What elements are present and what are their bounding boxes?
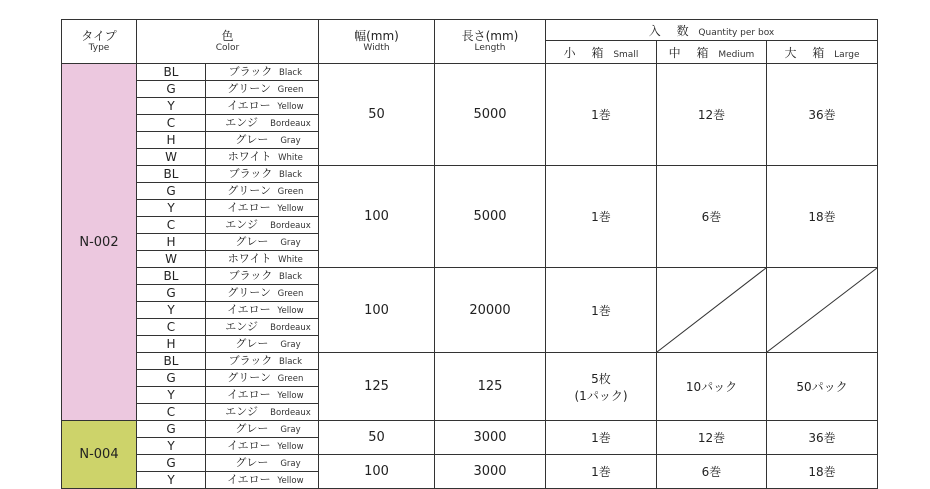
medium-box-not-available	[657, 268, 767, 353]
color-name-jp: ブラック	[228, 167, 273, 180]
color-name	[206, 387, 319, 404]
color-name-jp: グリーン	[227, 184, 272, 197]
header-large-box	[767, 41, 878, 64]
color-name	[206, 404, 319, 421]
small-box-qty	[546, 268, 657, 353]
color-name	[206, 166, 319, 183]
color-code: H	[137, 234, 206, 251]
table-row	[62, 353, 878, 370]
color-name	[206, 200, 319, 217]
color-name	[206, 183, 319, 200]
table-row	[62, 166, 878, 183]
color-code: BL	[137, 64, 206, 81]
table-row	[62, 421, 878, 438]
color-name-jp: エンジ	[225, 116, 259, 129]
header-quantity-en: Quantity per box	[698, 27, 775, 38]
color-name	[206, 115, 319, 132]
header-small-en: Small	[613, 49, 639, 60]
color-name	[206, 438, 319, 455]
large-box-qty: 36巻	[767, 64, 878, 166]
color-name	[206, 353, 319, 370]
color-name	[206, 285, 319, 302]
header-large-en: Large	[834, 49, 860, 60]
color-name-jp: イエロー	[227, 473, 271, 486]
color-name	[206, 319, 319, 336]
diagonal-slash	[657, 268, 766, 352]
small-box-qty-main: 5枚	[591, 371, 611, 386]
color-name	[206, 98, 319, 115]
color-code: BL	[137, 268, 206, 285]
length-value: 125	[435, 353, 546, 421]
small-box-qty-main: 1巻	[591, 465, 611, 479]
color-name	[206, 251, 319, 268]
color-code: Y	[137, 302, 206, 319]
color-name	[206, 149, 319, 166]
color-code: W	[137, 251, 206, 268]
type-cell	[62, 421, 137, 489]
color-name-en: Black	[279, 272, 302, 282]
color-name-en: Gray	[280, 238, 301, 248]
color-code: G	[137, 370, 206, 387]
header-quantity-jp: 入 数	[648, 23, 695, 38]
small-box-qty	[546, 353, 657, 421]
color-name-en: Green	[277, 289, 304, 299]
color-name-en: Yellow	[277, 476, 304, 486]
header-color-jp: 色	[221, 29, 234, 43]
color-name-en: Bordeaux	[270, 119, 311, 129]
header-medium-en: Medium	[718, 49, 755, 60]
color-name-jp: イエロー	[227, 99, 271, 112]
color-name-en: Green	[277, 85, 304, 95]
small-box-qty	[546, 166, 657, 268]
length-value: 3000	[435, 455, 546, 489]
color-name-en: Black	[279, 357, 302, 367]
color-code: G	[137, 285, 206, 302]
color-name-jp: グリーン	[227, 286, 272, 299]
diagonal-slash	[767, 268, 877, 352]
color-name-en: White	[278, 153, 303, 163]
color-name-en: White	[278, 255, 303, 265]
color-name-jp: グレー	[235, 456, 269, 469]
color-name	[206, 81, 319, 98]
color-code: C	[137, 319, 206, 336]
header-medium-box	[657, 41, 767, 64]
color-name-en: Yellow	[277, 306, 304, 316]
color-name	[206, 268, 319, 285]
color-name-jp: グレー	[235, 422, 269, 435]
header-length	[435, 20, 546, 64]
header-length-jp: 長さ(mm)	[461, 29, 519, 43]
color-code: C	[137, 217, 206, 234]
color-name-en: Black	[279, 68, 302, 78]
color-code: BL	[137, 353, 206, 370]
header-small-jp: 小 箱	[563, 45, 610, 60]
color-name-jp: イエロー	[227, 201, 271, 214]
header-color-en: Color	[215, 43, 240, 53]
table-row	[62, 268, 878, 285]
small-box-qty-note: (1パック)	[574, 388, 628, 403]
color-name-en: Black	[279, 170, 302, 180]
color-name-en: Bordeaux	[270, 323, 311, 333]
color-code: C	[137, 404, 206, 421]
large-box-qty: 36巻	[767, 421, 878, 455]
type-label: N-002	[79, 234, 119, 250]
header-color	[137, 20, 319, 64]
color-name-jp: エンジ	[225, 320, 259, 333]
color-name-en: Green	[277, 187, 304, 197]
color-name-jp: ホワイト	[227, 252, 272, 265]
small-box-qty-main: 1巻	[591, 108, 611, 122]
color-name-en: Yellow	[277, 442, 304, 452]
small-box-qty	[546, 64, 657, 166]
width-value: 100	[319, 166, 435, 268]
color-name	[206, 132, 319, 149]
color-name-jp: グリーン	[227, 82, 272, 95]
color-name-jp: グレー	[235, 337, 269, 350]
header-type	[62, 20, 137, 64]
length-value: 5000	[435, 166, 546, 268]
large-box-qty: 18巻	[767, 455, 878, 489]
type-cell	[62, 64, 137, 421]
color-code: H	[137, 336, 206, 353]
color-name-jp: グリーン	[227, 371, 272, 384]
color-name	[206, 217, 319, 234]
color-code: Y	[137, 98, 206, 115]
small-box-qty-main: 1巻	[591, 210, 611, 224]
header-length-en: Length	[474, 43, 506, 53]
color-name-en: Yellow	[277, 204, 304, 214]
width-value: 125	[319, 353, 435, 421]
medium-box-qty: 12巻	[657, 64, 767, 166]
length-value: 3000	[435, 421, 546, 455]
medium-box-qty: 12巻	[657, 421, 767, 455]
color-name	[206, 455, 319, 472]
color-name-jp: エンジ	[225, 405, 259, 418]
header-width-en: Width	[363, 43, 390, 53]
color-name-jp: ブラック	[228, 65, 273, 78]
color-code: W	[137, 149, 206, 166]
color-code: G	[137, 183, 206, 200]
color-name-jp: グレー	[235, 235, 269, 248]
header-type-jp: タイプ	[81, 29, 117, 43]
header-small-box	[546, 41, 657, 64]
small-box-qty-main: 1巻	[591, 431, 611, 445]
header-large-jp: 大 箱	[784, 45, 831, 60]
width-value: 100	[319, 455, 435, 489]
color-name-jp: イエロー	[227, 388, 271, 401]
color-name-en: Gray	[280, 459, 301, 469]
color-name-jp: ブラック	[228, 269, 273, 282]
color-name-en: Yellow	[277, 102, 304, 112]
width-value: 100	[319, 268, 435, 353]
spec-table-body	[62, 64, 878, 489]
color-name	[206, 370, 319, 387]
color-code: Y	[137, 438, 206, 455]
color-code: BL	[137, 166, 206, 183]
large-box-qty: 18巻	[767, 166, 878, 268]
color-name-en: Yellow	[277, 391, 304, 401]
medium-box-qty: 6巻	[657, 166, 767, 268]
header-width-jp: 幅(mm)	[354, 29, 399, 43]
large-box-not-available	[767, 268, 878, 353]
color-name	[206, 234, 319, 251]
header-type-en: Type	[88, 43, 110, 53]
color-name-en: Gray	[280, 340, 301, 350]
product-spec-table	[61, 19, 878, 489]
header-width	[319, 20, 435, 64]
color-name-en: Bordeaux	[270, 221, 311, 231]
color-code: G	[137, 421, 206, 438]
length-value: 5000	[435, 64, 546, 166]
small-box-qty	[546, 455, 657, 489]
color-name-jp: イエロー	[227, 439, 271, 452]
color-name-en: Green	[277, 374, 304, 384]
medium-box-qty: 10パック	[657, 353, 767, 421]
color-name-jp: イエロー	[227, 303, 271, 316]
color-name	[206, 421, 319, 438]
medium-box-qty: 6巻	[657, 455, 767, 489]
color-code: C	[137, 115, 206, 132]
color-code: G	[137, 81, 206, 98]
color-name-jp: ブラック	[228, 354, 273, 367]
color-name-jp: ホワイト	[227, 150, 272, 163]
color-code: Y	[137, 387, 206, 404]
color-name-jp: エンジ	[225, 218, 259, 231]
color-name	[206, 64, 319, 81]
width-value: 50	[319, 64, 435, 166]
color-code: H	[137, 132, 206, 149]
table-row	[62, 64, 878, 81]
color-name-en: Gray	[280, 136, 301, 146]
header-quantity	[546, 20, 878, 41]
color-name-jp: グレー	[235, 133, 269, 146]
color-code: Y	[137, 472, 206, 489]
color-name-en: Gray	[280, 425, 301, 435]
color-name-en: Bordeaux	[270, 408, 311, 418]
length-value: 20000	[435, 268, 546, 353]
color-code: G	[137, 455, 206, 472]
color-code: Y	[137, 200, 206, 217]
large-box-qty: 50パック	[767, 353, 878, 421]
small-box-qty-main: 1巻	[591, 303, 611, 318]
width-value: 50	[319, 421, 435, 455]
color-name	[206, 302, 319, 319]
table-row	[62, 455, 878, 472]
header-medium-jp: 中 箱	[668, 45, 715, 60]
color-name	[206, 336, 319, 353]
type-label: N-004	[79, 447, 119, 462]
small-box-qty	[546, 421, 657, 455]
